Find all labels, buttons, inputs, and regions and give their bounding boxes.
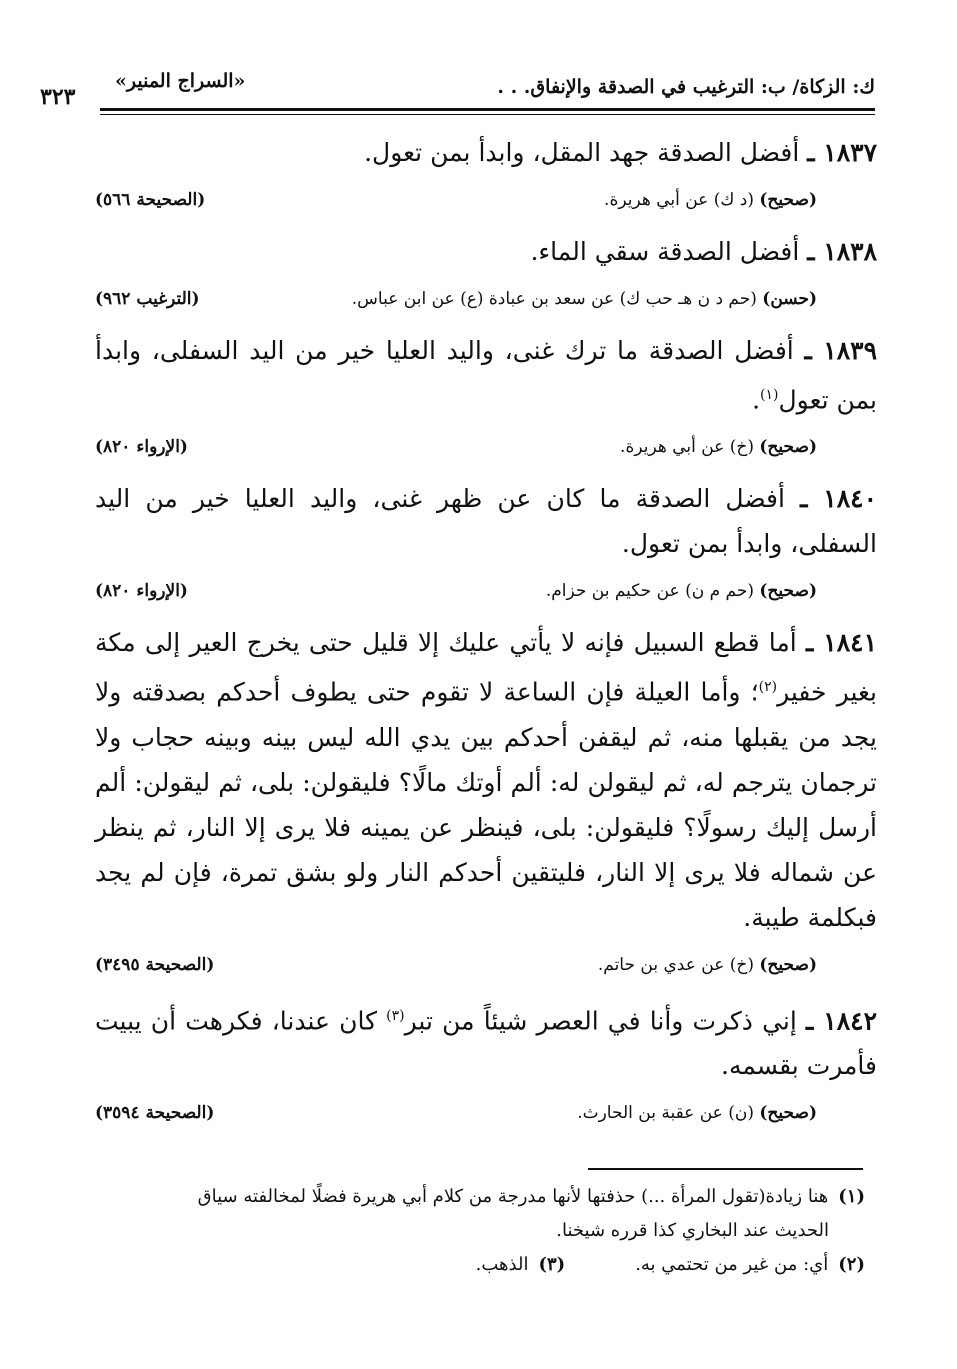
hadith-source-line	[95, 1098, 817, 1128]
hadith-grade: (صحيح)	[759, 954, 817, 975]
footnote-1-continuation: الحديث عند البخاري كذا قرره شيخنا.	[556, 1220, 829, 1241]
hadith-number: ١٨٣٩ ـ	[804, 336, 877, 365]
page-header	[40, 66, 875, 110]
hadith-grade: (صحيح)	[759, 437, 817, 458]
hadith-text	[95, 476, 877, 566]
footnotes	[95, 1180, 865, 1282]
hadith-reference: (الصحيحة ٥٦٦)	[95, 190, 206, 210]
hadith-sources: (حم م ن) عن حكيم بن حزام.	[545, 581, 754, 602]
footnote-marker: (٢)	[758, 679, 778, 696]
hadith-body: أفضل الصدقة ما ترك غنى، واليد العليا خير من اليد السفلى، وابدأ بمن تعول	[95, 336, 877, 415]
hadith-source-line	[95, 284, 817, 314]
footnote-marker: (١)	[760, 387, 779, 403]
hadith-reference: (الصحيحة ٣٥٩٤)	[95, 1102, 215, 1123]
hadith-body: أفضل الصدقة ما كان عن ظهر غنى، واليد العليا خير من اليد السفلى، وابدأ بمن تعول.	[95, 484, 877, 559]
footnote-text: هنا زيادة(تقول المرأة ...) حذفتها لأنها مدرجة من كلام أبي هريرة فضلًا لمخالفته سياق	[197, 1186, 829, 1207]
hadith-sources: (ن) عن عقبة بن الحارث.	[577, 1102, 754, 1123]
header-rule-thick	[100, 108, 875, 111]
hadith-text	[95, 620, 877, 939]
hadith-body: أفضل الصدقة جهد المقل، وابدأ بمن تعول.	[364, 138, 800, 167]
hadith-1838	[95, 229, 877, 314]
hadith-grade: (صحيح)	[759, 190, 817, 210]
hadith-1839	[95, 328, 877, 462]
hadith-sources: (خ) عن أبي هريرة.	[620, 437, 754, 458]
hadith-number: ١٨٤١ ـ	[805, 628, 878, 658]
hadith-1842	[95, 994, 877, 1128]
hadith-text	[95, 994, 877, 1088]
hadith-reference: (الترغيب ٩٦٢)	[95, 289, 200, 309]
hadith-grade: (صحيح)	[759, 581, 817, 602]
footnote-marker: (٣)	[386, 1007, 405, 1024]
header-rule-thin	[100, 114, 875, 115]
hadith-body: أفضل الصدقة سقي الماء.	[530, 237, 800, 266]
page-body	[95, 130, 877, 1142]
hadith-text	[95, 130, 877, 175]
chapter-title: ك: الزكاة/ ب: الترغيب في الصدقة والإنفاق. . .	[497, 76, 875, 98]
hadith-sources: (خ) عن عدي بن حاتم.	[597, 954, 754, 975]
footnote-number: (٣)	[538, 1254, 566, 1275]
hadith-source-line	[95, 185, 817, 215]
hadith-reference: (الإرواء ٨٢٠)	[95, 437, 188, 458]
hadith-sources: (د ك) عن أبي هريرة.	[604, 190, 754, 210]
footnotes-2-3	[95, 1248, 865, 1282]
hadith-1841	[95, 620, 877, 979]
hadith-grade: (حسن)	[762, 289, 817, 309]
hadith-reference: (الصحيحة ٣٤٩٥)	[95, 954, 215, 975]
footnote-number: (٢)	[838, 1254, 865, 1275]
book-title: «السراج المنير»	[115, 70, 246, 92]
footnote-2	[635, 1248, 865, 1282]
hadith-source-line	[95, 432, 817, 462]
hadith-sources: (حم د ن هـ حب ك) عن سعد بن عبادة (ع) عن ابن عباس.	[351, 289, 757, 309]
footnote-1	[95, 1180, 865, 1214]
hadith-source-line	[95, 950, 817, 980]
hadith-number: ١٨٤٢ ـ	[806, 1005, 877, 1035]
hadith-source-line	[95, 576, 817, 606]
hadith-text	[95, 328, 877, 422]
hadith-number: ١٨٣٧ ـ	[807, 138, 877, 167]
hadith-body: أما قطع السبيل فإنه لا يأتي عليك إلا قليل حتى يخرج العير إلى مكة بغير خفير	[95, 628, 878, 707]
footnote-text: الذهب.	[475, 1254, 529, 1275]
hadith-number: ١٨٣٨ ـ	[807, 237, 877, 266]
footnote-text: أي: من غير من تحتمي به.	[635, 1254, 829, 1275]
hadith-reference: (الإرواء ٨٢٠)	[95, 581, 188, 602]
footnote-rule	[588, 1168, 863, 1170]
hadith-1840	[95, 476, 877, 606]
footnote-number: (١)	[838, 1186, 865, 1207]
page-number: ٣٢٣	[40, 84, 76, 110]
footnote-3	[476, 1248, 566, 1282]
hadith-number: ١٨٤٠ ـ	[800, 484, 877, 514]
hadith-body-end: كان عندنا، فكرهت أن يبيت فأمرت بقسمه.	[95, 1005, 877, 1080]
hadith-text	[95, 229, 877, 274]
hadith-body-end: ؛ وأما العيلة فإن الساعة لا تقوم حتى يطوف أحدكم بصدقته ولا يجد من يقبلها منه، ثم ليقفن أحدكم بين يدي الله ليس بينه وبينه حجاب ولا ترجمان يترجم له، ثم ليقولن له: ألم أوتك مالًا؟ فليقولن: بلى، ثم ليقولن: ألم أرسل إليك رسولًا؟ فليقولن: بلى، فينظر عن يمينه فلا يرى إلا النار، ثم ينظر عن شماله فلا يرى إلا النار، فليتقين أحدكم النار ولو بشق تمرة، فإن لم يجد فبكلمة طيبة.	[95, 677, 877, 932]
hadith-grade: (صحيح)	[759, 1102, 817, 1123]
hadith-body: إني ذكرت وأنا في العصر شيئاً من تبر	[404, 1005, 797, 1035]
hadith-1837	[95, 130, 877, 215]
hadith-body-end: .	[752, 385, 761, 415]
